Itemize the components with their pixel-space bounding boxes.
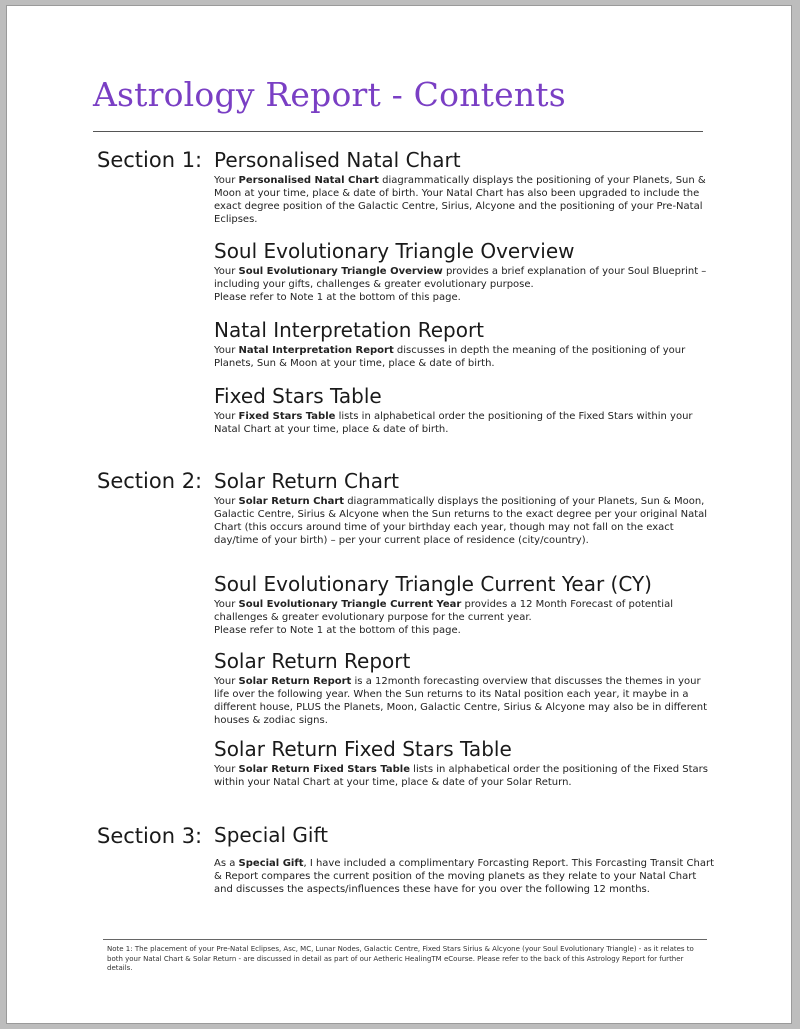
section-2-item-solar-return-chart — [214, 469, 714, 547]
item-description: Your Soul Evolutionary Triangle Overview provides a brief explanation of your Soul Blueprint – including your gifts, challenges & greater evolutionary purpose. Please refer to Note 1 at the bottom of this page. — [214, 266, 707, 303]
item-title: Solar Return Report — [214, 649, 411, 673]
item-description: Your Personalised Natal Chart diagrammatically displays the positioning of your Planets, Sun & Moon at your time, place & date of birth. Your Natal Chart has also been upgraded to include the exact degree position of the Galactic Centre, Sirius, Alcyone and the positioning of your Pre-Natal Eclipses. — [214, 175, 706, 225]
section-1-label: Section 1: — [97, 148, 203, 172]
item-title: Solar Return Fixed Stars Table — [214, 737, 512, 761]
section-3-label: Section 3: — [97, 824, 203, 848]
item-title: Soul Evolutionary Triangle Overview — [214, 239, 575, 263]
item-title: Natal Interpretation Report — [214, 318, 485, 342]
section-3-item-special-gift — [214, 823, 714, 896]
item-description: Your Natal Interpretation Report discusses in depth the meaning of the positioning of your Planets, Sun & Moon at your time, place & date of birth. — [214, 345, 686, 369]
section-2-item-solar-return-report — [214, 649, 714, 727]
item-description: Your Fixed Stars Table lists in alphabetical order the positioning of the Fixed Stars within your Natal Chart at your time, place & date of birth. — [214, 411, 693, 435]
section-2-item-soul-triangle-cy — [214, 572, 714, 637]
item-description: Your Solar Return Report is a 12month forecasting overview that discusses the themes in your life over the following year. When the Sun returns to its Natal position each year, it maybe in a different house, PLUS the Planets, Moon, Galactic Centre, Sirius & Alcyone may also be in different houses & zodiac signs. — [214, 676, 707, 726]
section-2-label: Section 2: — [97, 469, 203, 493]
section-1-item-natal-chart — [214, 148, 714, 226]
item-description: As a Special Gift, I have included a complimentary Forcasting Report. This Forcasting Transit Chart & Report compares the current position of the moving planets as they relate to your Natal Chart and discusses the aspects/influences these have for you over the following 12 months. — [214, 858, 714, 895]
section-1-item-natal-interpretation — [214, 318, 714, 370]
item-description: Your Solar Return Chart diagrammatically displays the positioning of your Planets, Sun & Moon, Galactic Centre, Sirius & Alcyone when the Sun returns to the exact degree per your original Natal Chart (this occurs around time of your birthday each year, though may not fall on the exact day/time of your birth) – per your current place of residence (city/country). — [214, 496, 708, 546]
report-page — [6, 5, 792, 1024]
section-1-item-fixed-stars — [214, 384, 714, 436]
item-description: Your Soul Evolutionary Triangle Current Year provides a 12 Month Forecast of potential challenges & greater evolutionary purpose for the current year. Please refer to Note 1 at the bottom of this page. — [214, 599, 673, 636]
footnote-note-1: Note 1: The placement of your Pre-Natal Eclipses, Asc, MC, Lunar Nodes, Galactic Centre, Fixed Stars Sirius & Alcyone (your Soul Evolutionary Triangle) - as it relates to both your Natal Chart & Solar Return - are discussed in detail as part of our Aetheric HealingTM eCourse. Please refer to the back of this Astrology Report for further details. — [107, 945, 694, 972]
item-title: Soul Evolutionary Triangle Current Year (CY) — [214, 572, 652, 596]
item-title: Special Gift — [214, 823, 329, 847]
section-1-item-soul-triangle-overview — [214, 239, 714, 304]
page-title: Astrology Report - Contents — [93, 75, 566, 114]
title-divider — [93, 131, 703, 132]
item-title: Fixed Stars Table — [214, 384, 382, 408]
section-2-item-solar-fixed-stars — [214, 737, 714, 789]
item-description: Your Solar Return Fixed Stars Table lists in alphabetical order the positioning of the Fixed Stars within your Natal Chart at your time, place & date of your Solar Return. — [214, 764, 708, 788]
footnote-divider — [103, 939, 707, 940]
item-title: Personalised Natal Chart — [214, 148, 461, 172]
item-title: Solar Return Chart — [214, 469, 400, 493]
